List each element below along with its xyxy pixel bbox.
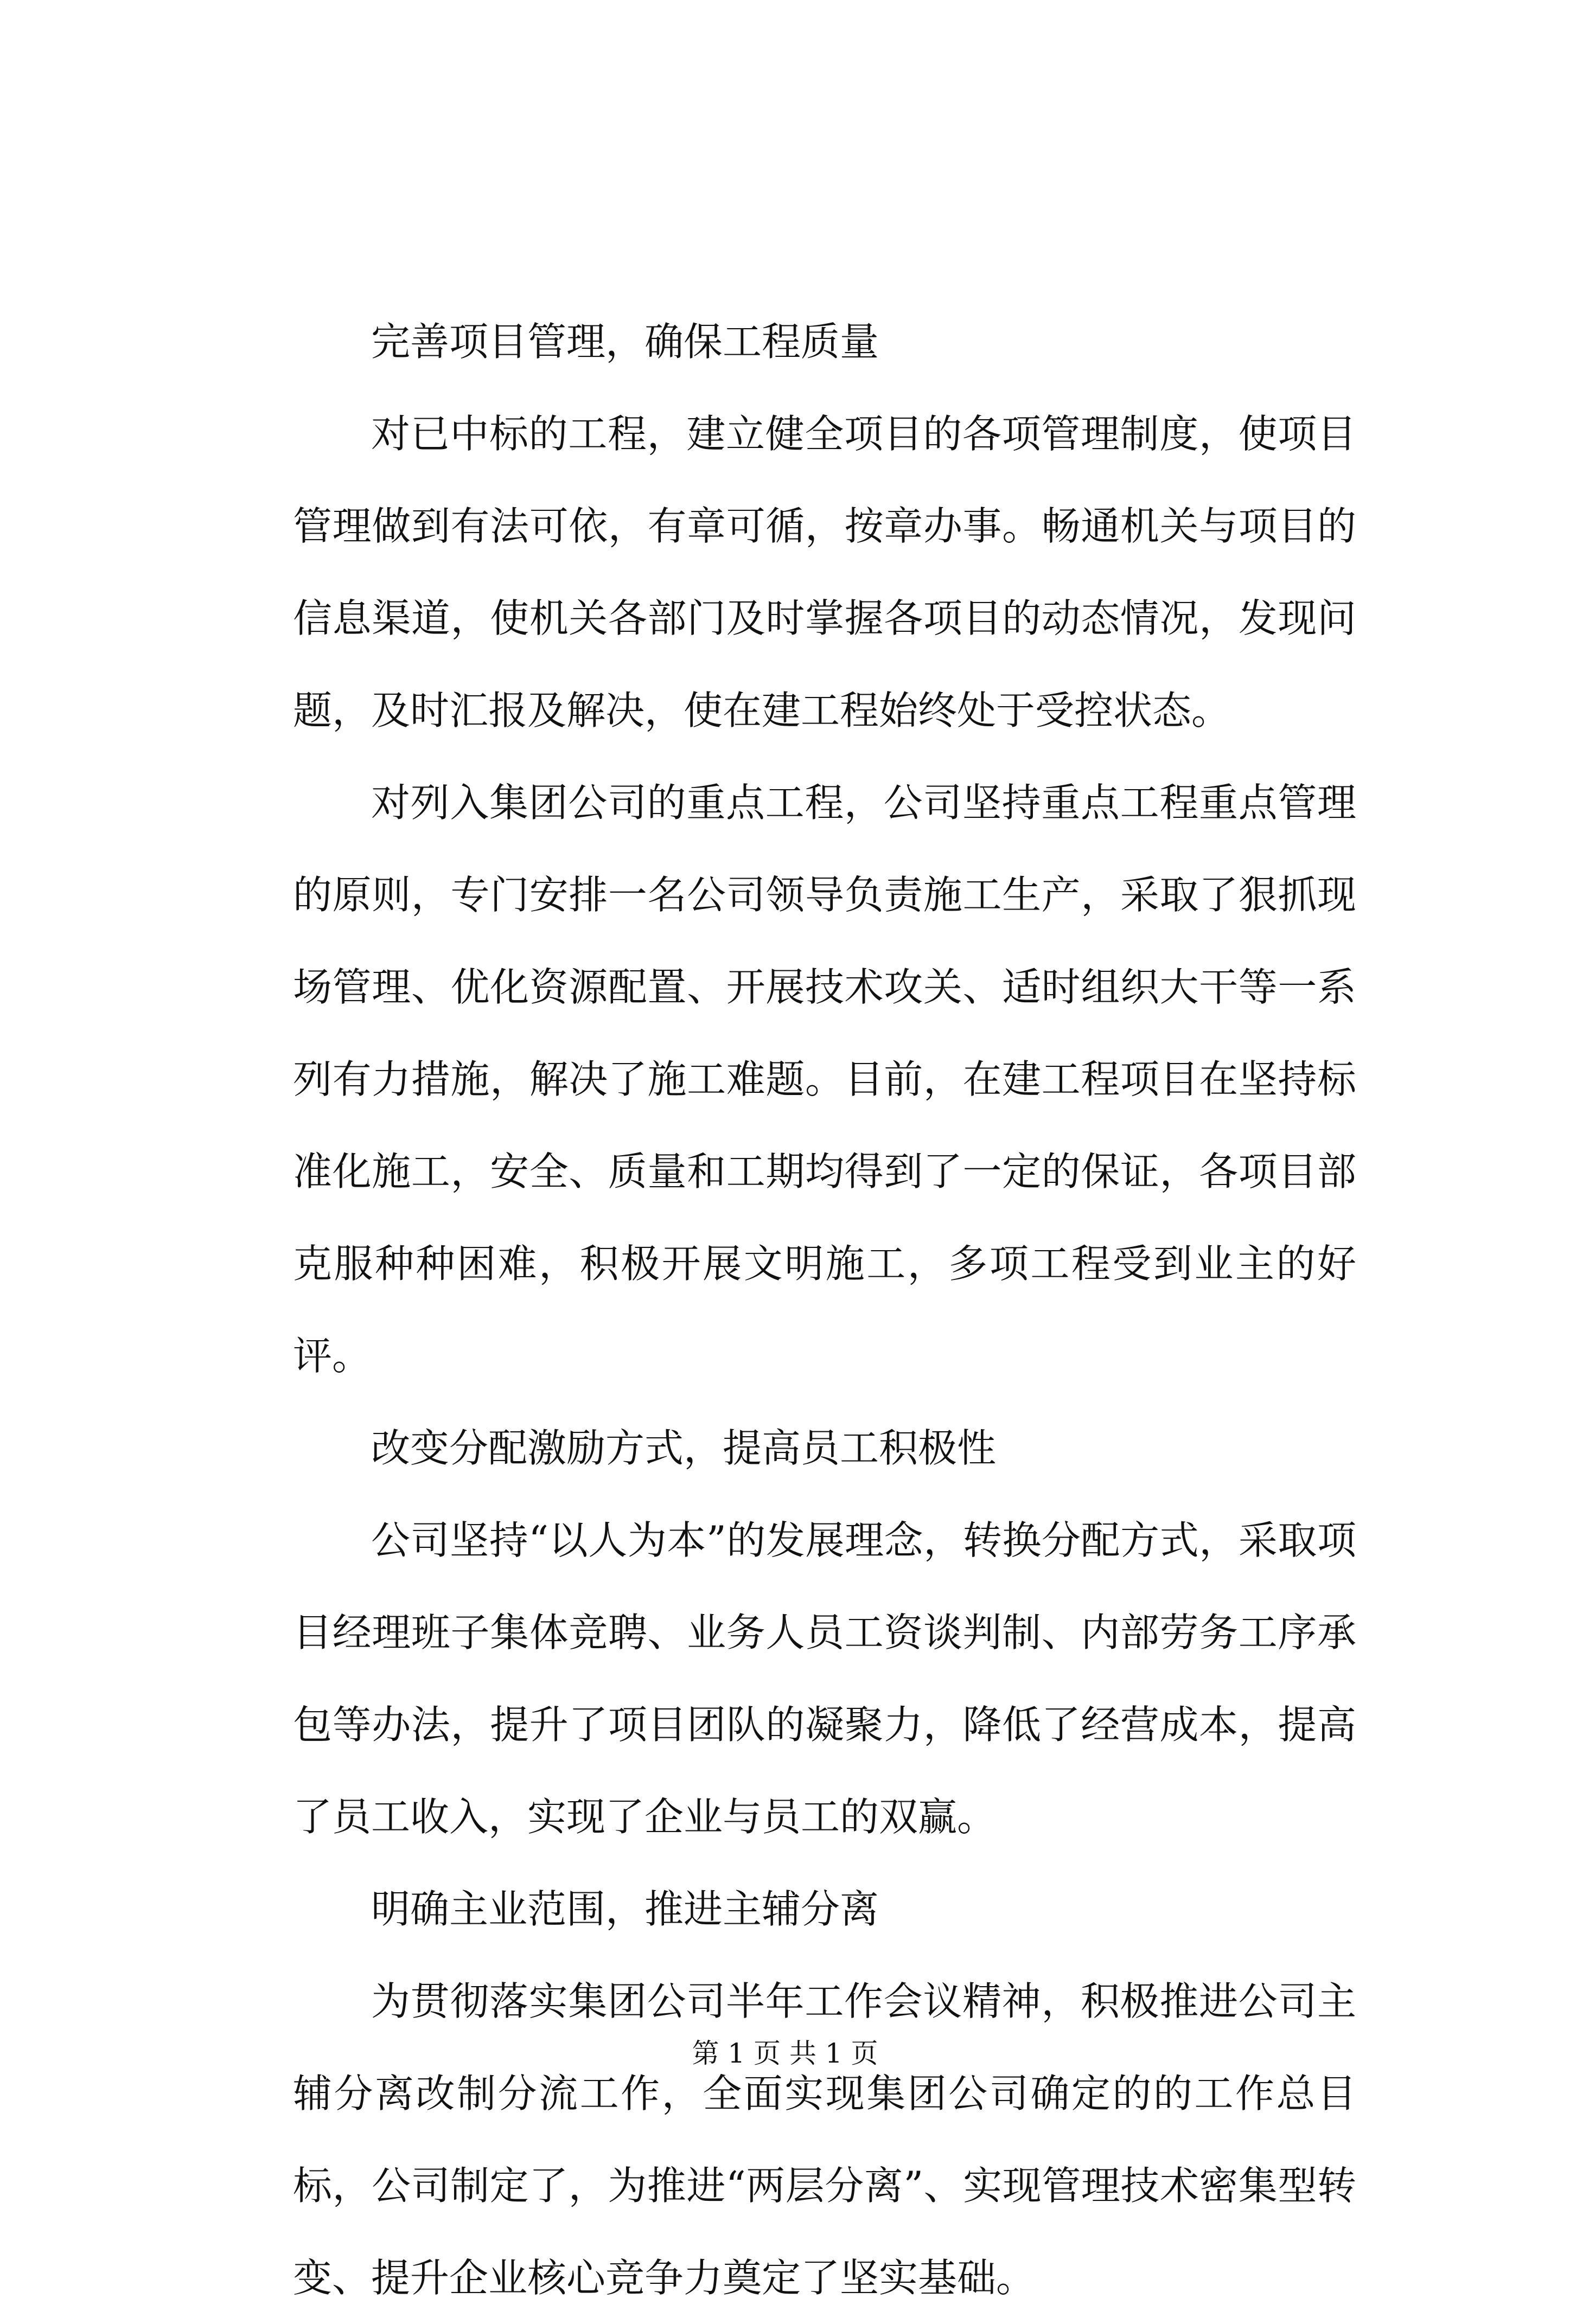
section-heading: 明确主业范围，推进主辅分离: [371, 1886, 879, 1932]
document-body: [293, 296, 1356, 2324]
section-heading: 改变分配激励方式，提高员工积极性: [371, 1425, 997, 1471]
paragraph: 为贯彻落实集团公司半年工作会议精神，积极推进公司主辅分离改制分流工作，全面实现集团公司确定的的工作总目标，公司制定了，为推进“两层分离”、实现管理技术密集型转变、提升企业核心竞争力奠定了坚实基础。: [293, 1979, 1356, 2301]
section-heading: 完善项目管理，确保工程质量: [371, 319, 879, 364]
page-number: 第 1 页 共 1 页: [692, 2038, 878, 2069]
paragraph: 公司坚持“以人为本”的发展理念，转换分配方式，采取项目经理班子集体竞聘、业务人员工资谈判制、内部劳务工序承包等办法，提升了项目团队的凝聚力，降低了经营成本，提高了员工收入，实现了企业与员工的双赢。: [293, 1518, 1356, 1840]
page-footer: [0, 2032, 1570, 2071]
paragraph: 对列入集团公司的重点工程，公司坚持重点工程重点管理的原则，专门安排一名公司领导负责施工生产，采取了狠抓现场管理、优化资源配置、开展技术攻关、适时组织大干等一系列有力措施，解决了施工难题。目前，在建工程项目在坚持标准化施工，安全、质量和工期均得到了一定的保证，各项目部克服种种困难，积极开展文明施工，多项工程受到业主的好评。: [293, 780, 1356, 1379]
paragraph: 对已中标的工程，建立健全项目的各项管理制度，使项目管理做到有法可依，有章可循，按章办事。畅通机关与项目的信息渠道，使机关各部门及时掌握各项目的动态情况，发现问题，及时汇报及解决，使在建工程始终处于受控状态。: [293, 411, 1356, 733]
